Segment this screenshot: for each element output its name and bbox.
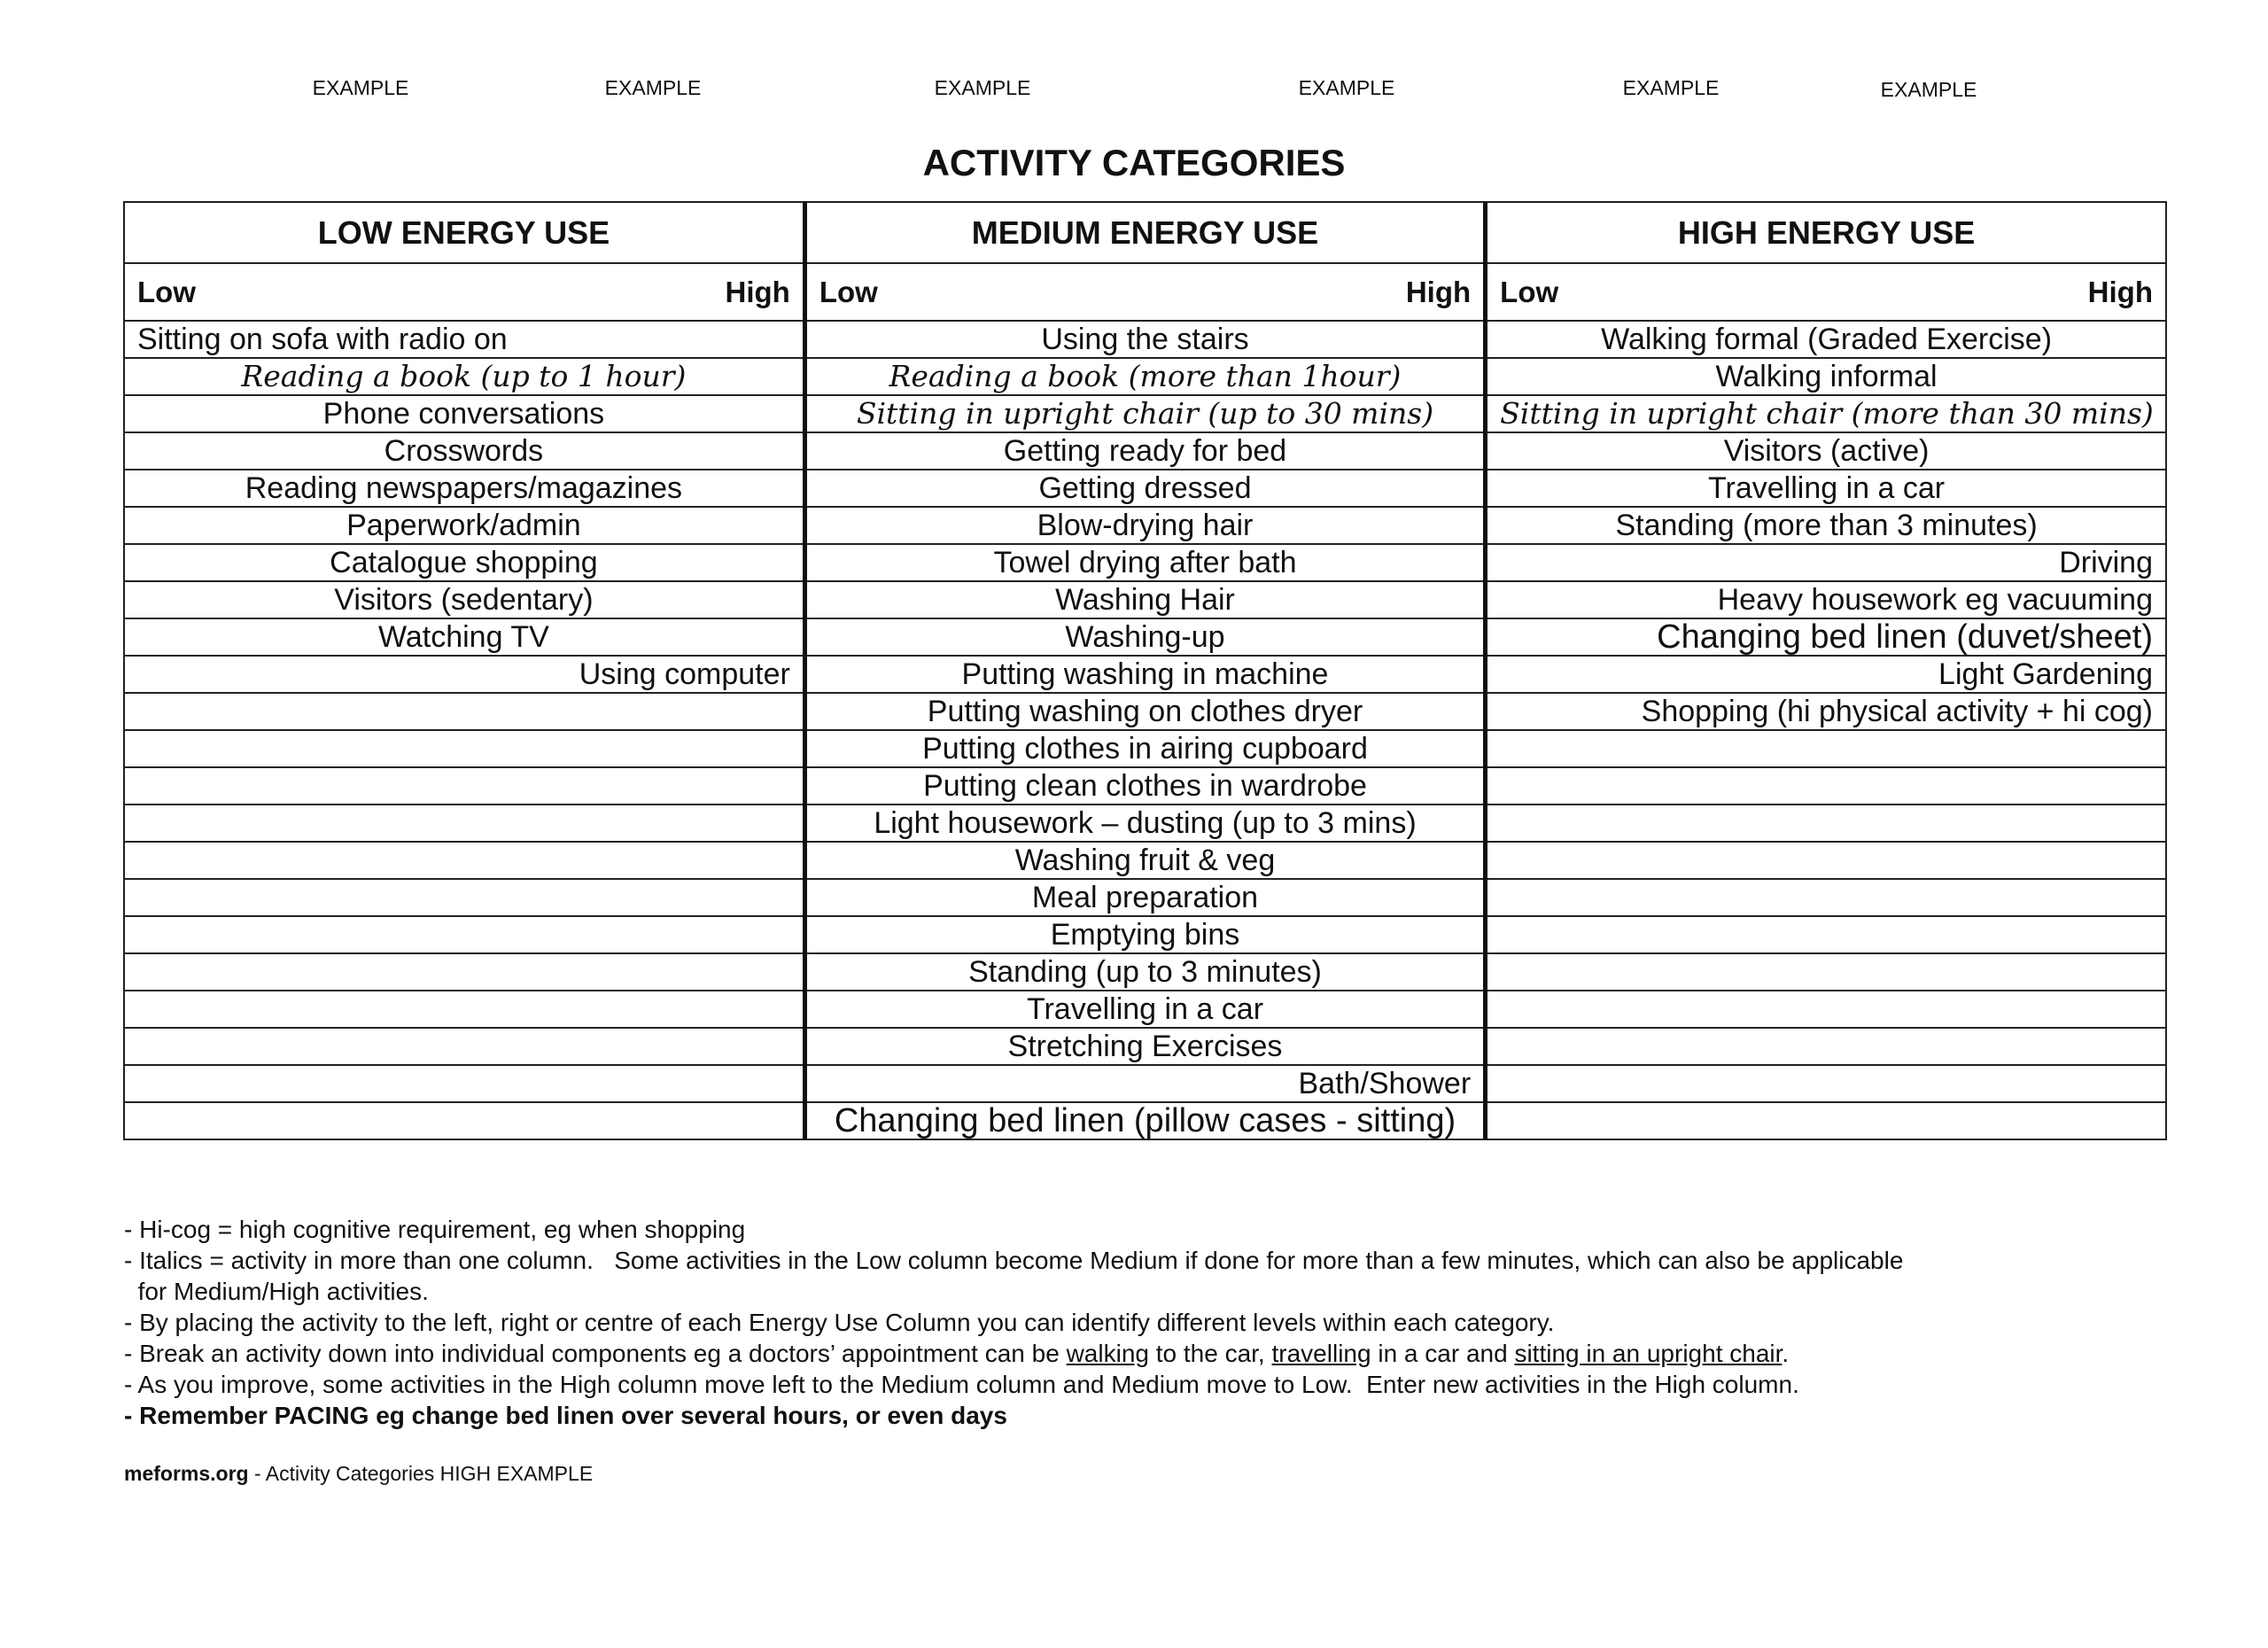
activity-cell	[124, 805, 804, 842]
note-line	[124, 1369, 2162, 1400]
note-text: - As you improve, some activities in the High column move left to the Medium column and Medium move to Low. Enter new activities in the High column.	[124, 1371, 1799, 1398]
activity-cell: Light Gardening	[1486, 656, 2166, 693]
heading-low-energy: LOW ENERGY USE	[124, 202, 804, 263]
underlined-term: walking	[1066, 1340, 1149, 1367]
table-row	[124, 730, 2166, 767]
activity-cell: Reading a book (up to 1 hour)	[124, 358, 804, 395]
activity-cell: Heavy housework eg vacuuming	[1486, 581, 2166, 618]
activity-cell: Blow-drying hair	[804, 507, 1485, 544]
table-row	[124, 842, 2166, 879]
note-line	[124, 1338, 2162, 1369]
scale-low: Low	[137, 275, 196, 308]
table-row	[124, 953, 2166, 991]
activity-cell: Watching TV	[124, 618, 804, 656]
activity-cell	[124, 767, 804, 805]
activity-cell	[124, 1102, 804, 1139]
activity-cell: Light housework – dusting (up to 3 mins)	[804, 805, 1485, 842]
activity-cell: Sitting on sofa with radio on	[124, 321, 804, 358]
underlined-term: travelling	[1271, 1340, 1371, 1367]
activity-cell	[124, 916, 804, 953]
activity-cell: Visitors (active)	[1486, 432, 2166, 470]
activity-cell	[1486, 1028, 2166, 1065]
example-label: EXAMPLE	[312, 76, 409, 99]
activity-cell: Using the stairs	[804, 321, 1485, 358]
scale-cell	[1486, 263, 2166, 321]
footer-text: Activity Categories HIGH EXAMPLE	[265, 1462, 594, 1485]
table-row	[124, 767, 2166, 805]
activity-cell: Sitting in upright chair (up to 30 mins)	[804, 395, 1485, 432]
activity-cell	[1486, 991, 2166, 1028]
example-label: EXAMPLE	[1880, 78, 1977, 101]
table-row	[124, 321, 2166, 358]
activity-cell	[124, 879, 804, 916]
heading-medium-energy: MEDIUM ENERGY USE	[804, 202, 1485, 263]
activity-cell	[1486, 842, 2166, 879]
column-headings-row	[124, 202, 2166, 263]
activity-cell: Meal preparation	[804, 879, 1485, 916]
example-label: EXAMPLE	[1298, 76, 1395, 99]
table-row	[124, 879, 2166, 916]
activity-cell: Reading newspapers/magazines	[124, 470, 804, 507]
activity-cell: Driving	[1486, 544, 2166, 581]
activity-cell: Getting dressed	[804, 470, 1485, 507]
activity-cell: Washing fruit & veg	[804, 842, 1485, 879]
activity-cell: Putting clean clothes in wardrobe	[804, 767, 1485, 805]
activity-cell	[124, 1065, 804, 1102]
activity-cell	[1486, 953, 2166, 991]
table-row	[124, 618, 2166, 656]
activity-cell: Crosswords	[124, 432, 804, 470]
activity-cell: Getting ready for bed	[804, 432, 1485, 470]
activity-cell: Putting washing in machine	[804, 656, 1485, 693]
activity-cell	[1486, 805, 2166, 842]
scale-high: High	[1405, 275, 1472, 308]
scale-high: High	[725, 275, 790, 308]
scale-low: Low	[819, 275, 878, 308]
note-line	[124, 1307, 2162, 1338]
activity-cell	[124, 1028, 804, 1065]
footer-site: meforms.org	[124, 1462, 249, 1485]
activity-cell: Changing bed linen (duvet/sheet)	[1486, 618, 2166, 656]
note-text: - Break an activity down into individual components eg a doctors’ appointment can be	[124, 1340, 1067, 1367]
table-row	[124, 432, 2166, 470]
note-line	[124, 1245, 2162, 1307]
activity-cell: Phone conversations	[124, 395, 804, 432]
note-text: - By placing the activity to the left, right or centre of each Energy Use Column you can identify different levels within each category.	[124, 1309, 1555, 1336]
activity-cell: Using computer	[124, 656, 804, 693]
footer-separator: -	[248, 1462, 266, 1485]
activity-cell	[124, 730, 804, 767]
table-row	[124, 395, 2166, 432]
activity-cell: Washing Hair	[804, 581, 1485, 618]
activity-cell: Stretching Exercises	[804, 1028, 1485, 1065]
note-text: - Italics = activity in more than one column. Some activities in the Low column become Medium if done for more than a few minutes, which can also be applicable for Medium/High activities.	[124, 1247, 1904, 1305]
table-row	[124, 581, 2166, 618]
scale-low: Low	[1500, 275, 1559, 308]
activity-cell: Putting washing on clothes dryer	[804, 693, 1485, 730]
table-row	[124, 1065, 2166, 1102]
activity-cell: Shopping (hi physical activity + hi cog)	[1486, 693, 2166, 730]
footer	[124, 1462, 593, 1486]
activity-cell: Towel drying after bath	[804, 544, 1485, 581]
table-row	[124, 358, 2166, 395]
activity-cell	[1486, 767, 2166, 805]
table-row	[124, 470, 2166, 507]
scale-cell	[124, 263, 804, 321]
activity-cell: Travelling in a car	[804, 991, 1485, 1028]
activity-cell	[1486, 879, 2166, 916]
activity-cell: Putting clothes in airing cupboard	[804, 730, 1485, 767]
table-row	[124, 916, 2166, 953]
activity-cell: Reading a book (more than 1hour)	[804, 358, 1485, 395]
scale-high: High	[2087, 275, 2153, 308]
activity-table	[123, 201, 2167, 1140]
activity-cell: Walking informal	[1486, 358, 2166, 395]
note-text: - Remember PACING eg change bed linen over several hours, or even days	[124, 1402, 1007, 1429]
page-title: ACTIVITY CATEGORIES	[922, 142, 1346, 183]
activity-cell	[1486, 730, 2166, 767]
activity-cell	[124, 991, 804, 1028]
table-row	[124, 693, 2166, 730]
activity-cell	[124, 842, 804, 879]
heading-high-energy: HIGH ENERGY USE	[1486, 202, 2166, 263]
example-label: EXAMPLE	[604, 76, 702, 99]
activity-cell	[1486, 916, 2166, 953]
activity-cell: Travelling in a car	[1486, 470, 2166, 507]
activity-cell: Emptying bins	[804, 916, 1485, 953]
scale-cell	[804, 263, 1485, 321]
note-line	[124, 1400, 2162, 1431]
activity-cell: Bath/Shower	[804, 1065, 1485, 1102]
activity-cell: Paperwork/admin	[124, 507, 804, 544]
low-high-scale-row	[124, 263, 2166, 321]
activity-cell	[1486, 1102, 2166, 1139]
activity-cell	[124, 953, 804, 991]
example-label: EXAMPLE	[934, 76, 1031, 99]
activity-cell: Sitting in upright chair (more than 30 mins)	[1486, 395, 2166, 432]
activity-cell: Standing (more than 3 minutes)	[1486, 507, 2166, 544]
example-label: EXAMPLE	[1622, 76, 1720, 99]
table-row	[124, 1102, 2166, 1139]
notes	[124, 1214, 2162, 1431]
table-row	[124, 1028, 2166, 1065]
table-row	[124, 507, 2166, 544]
table-row	[124, 544, 2166, 581]
activity-cell: Changing bed linen (pillow cases - sitting)	[804, 1102, 1485, 1139]
note-line	[124, 1214, 2162, 1245]
activity-cell	[1486, 1065, 2166, 1102]
note-text: to the car,	[1148, 1340, 1272, 1367]
activity-cell: Visitors (sedentary)	[124, 581, 804, 618]
note-text: in a car and	[1371, 1340, 1515, 1367]
activity-cell	[124, 693, 804, 730]
activity-cell: Walking formal (Graded Exercise)	[1486, 321, 2166, 358]
note-text: .	[1782, 1340, 1790, 1367]
note-text: - Hi-cog = high cognitive requirement, eg when shopping	[124, 1216, 746, 1243]
activity-cell: Washing-up	[804, 618, 1485, 656]
table-row	[124, 991, 2166, 1028]
table-row	[124, 805, 2166, 842]
activity-cell: Standing (up to 3 minutes)	[804, 953, 1485, 991]
table-row	[124, 656, 2166, 693]
activity-cell: Catalogue shopping	[124, 544, 804, 581]
underlined-term: sitting in an upright chair	[1514, 1340, 1783, 1367]
